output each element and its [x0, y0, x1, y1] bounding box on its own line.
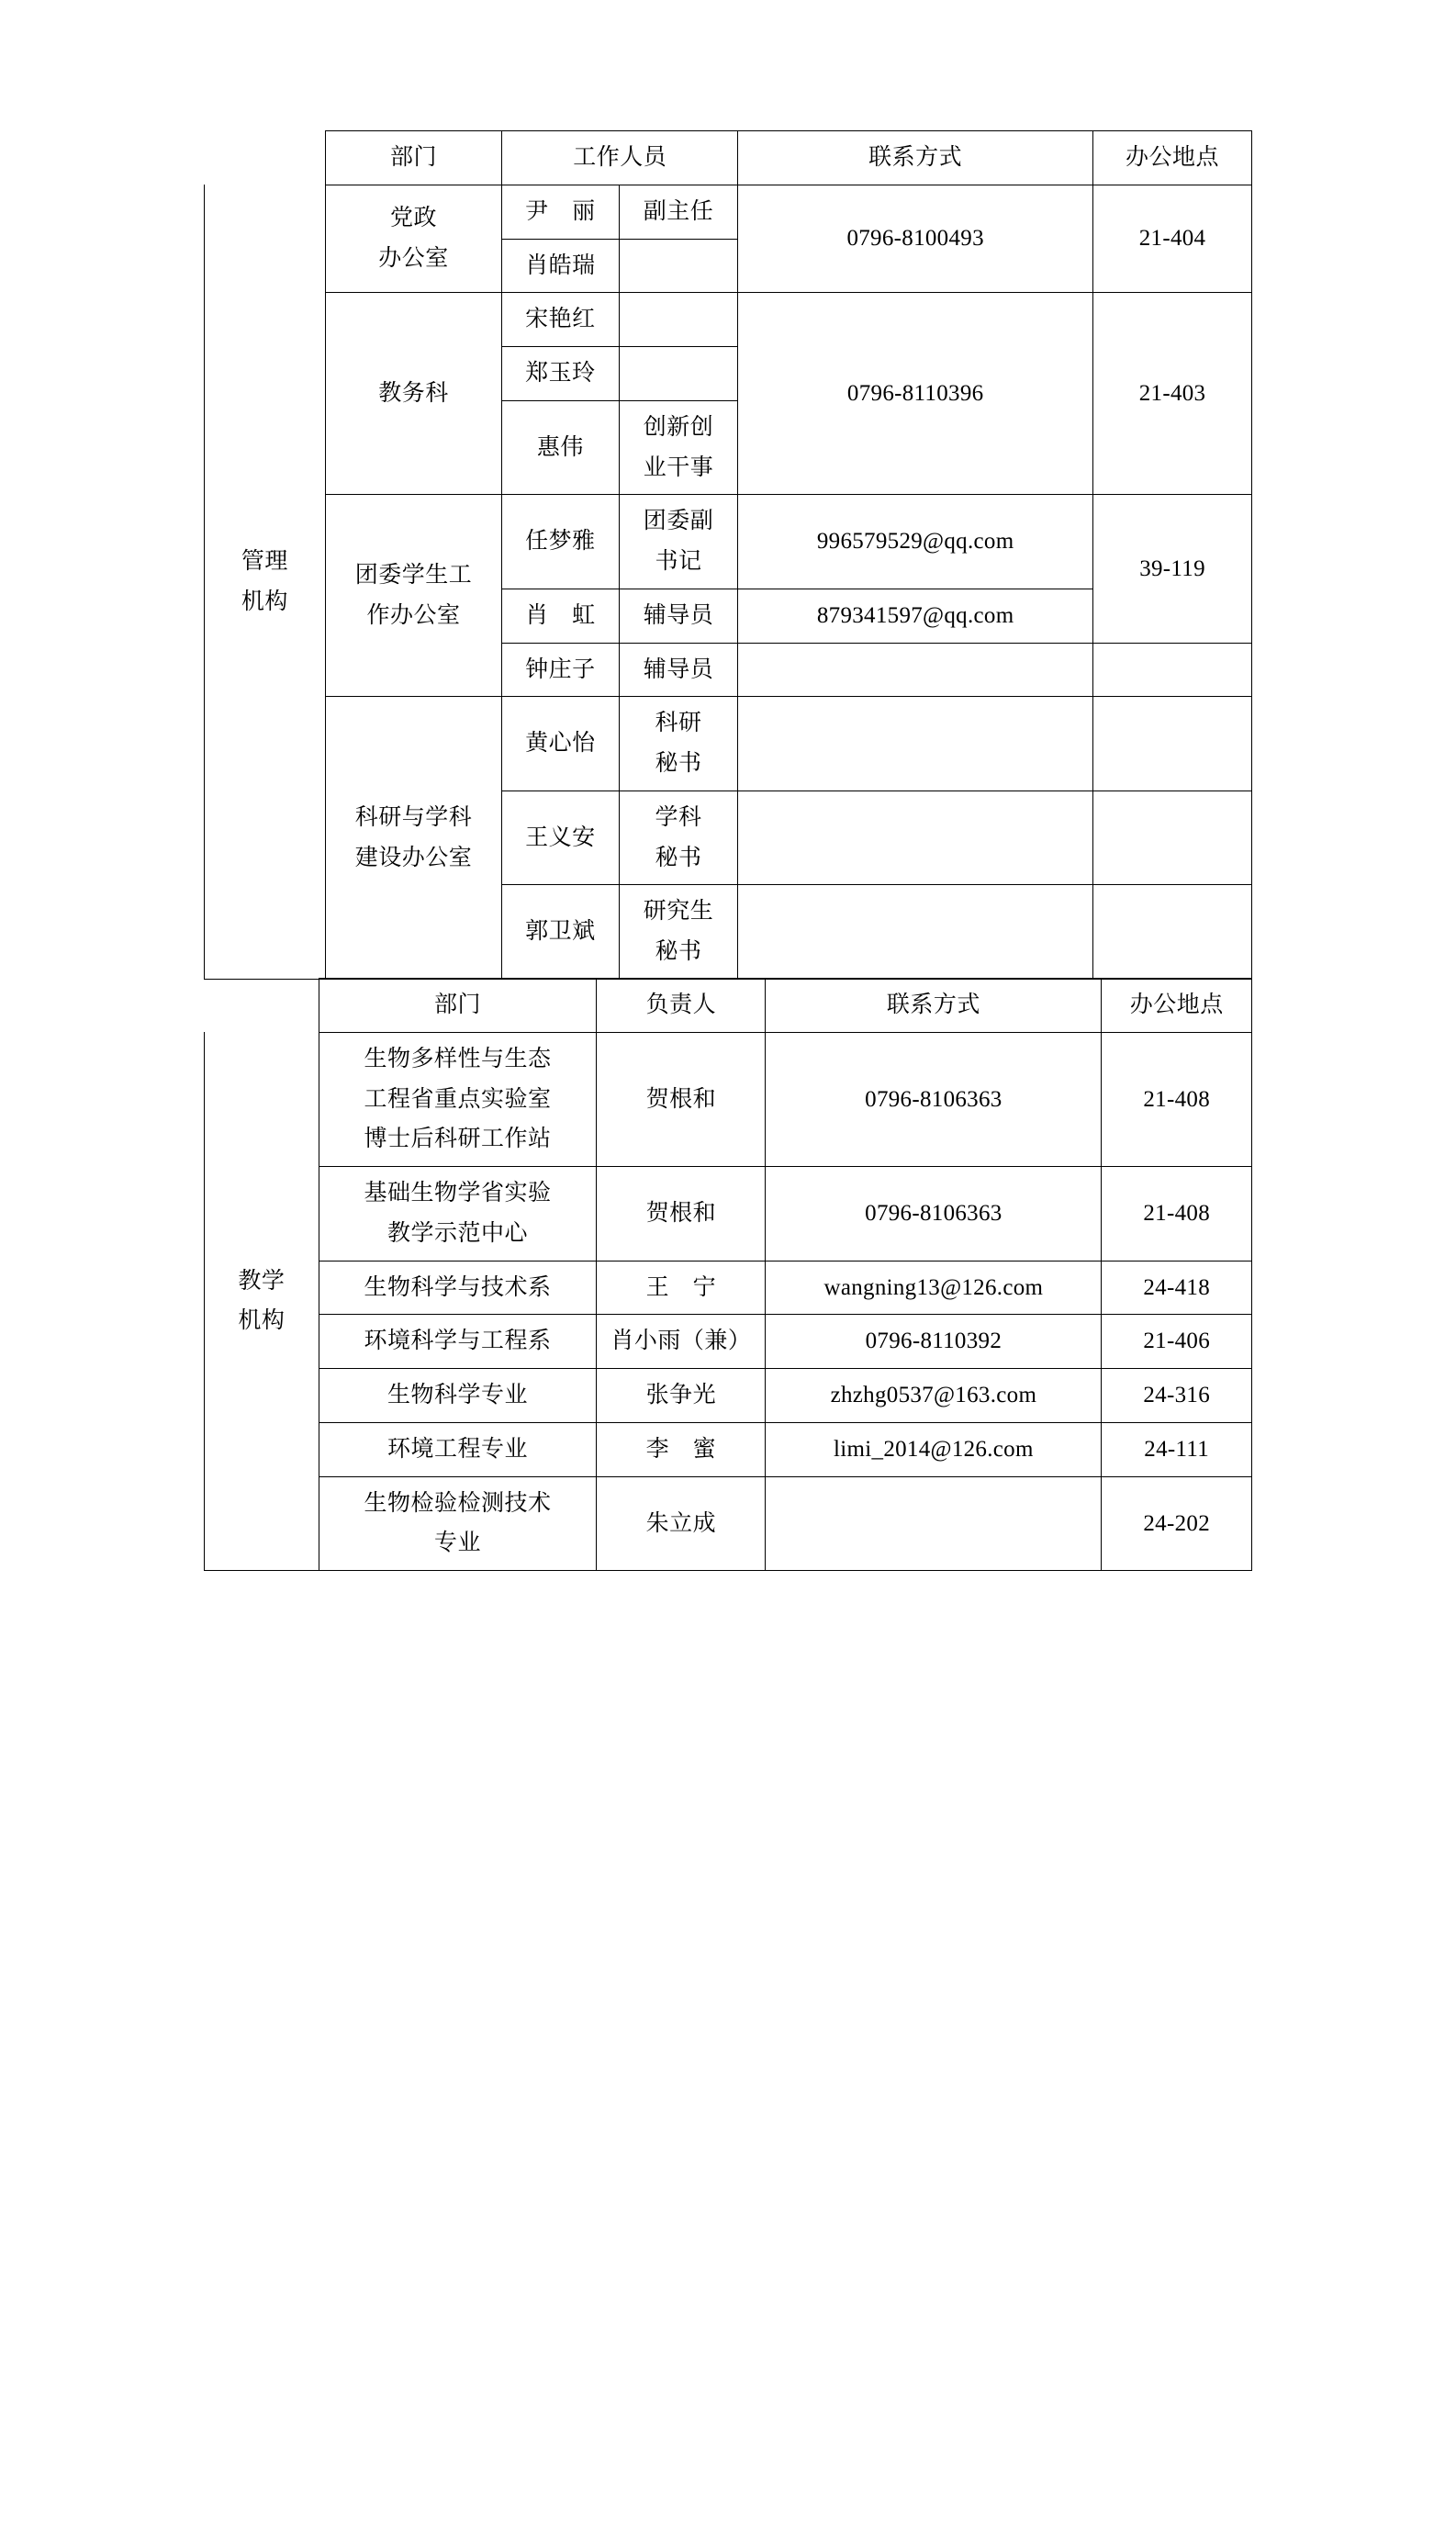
- staff-name: 肖 虹: [502, 589, 619, 643]
- staff-title: [619, 400, 738, 495]
- office-cell: 21-408: [1102, 1167, 1252, 1262]
- staff-title: [619, 293, 738, 347]
- contact-cell: [738, 885, 1093, 980]
- staff-name: 钟庄子: [502, 643, 619, 697]
- office-cell: 21-406: [1102, 1315, 1252, 1369]
- department-line1: 科研与学科: [354, 804, 473, 830]
- department-cell: 环境工程专业: [319, 1422, 597, 1476]
- row-label-teaching: [205, 1032, 319, 1570]
- office-cell: 24-111: [1102, 1422, 1252, 1476]
- table-row: [205, 1032, 1252, 1166]
- header-contact: 联系方式: [738, 131, 1093, 185]
- department-cell: [325, 185, 501, 293]
- table-row: [205, 185, 1252, 239]
- staff-name: 王义安: [502, 791, 619, 885]
- staff-name: 惠伟: [502, 400, 619, 495]
- contact-cell: zhzhg0537@163.com: [766, 1369, 1102, 1423]
- management-organization-table: [204, 130, 1252, 980]
- tables-container: [204, 130, 1252, 1571]
- staff-name: 尹 丽: [502, 185, 619, 239]
- leader-cell: 肖小雨（兼）: [597, 1315, 766, 1369]
- department-line2: 作办公室: [366, 602, 461, 628]
- table-header-row: [205, 979, 1252, 1033]
- department-line1: 生物检验检测技术: [364, 1490, 552, 1516]
- table-row: [205, 1369, 1252, 1423]
- row-label-line1: 管理: [241, 548, 288, 574]
- department-line1: 生物多样性与生态: [364, 1046, 552, 1071]
- staff-name: 黄心怡: [502, 697, 619, 791]
- staff-title: [619, 885, 738, 980]
- contact-cell: 0796-8106363: [766, 1032, 1102, 1166]
- teaching-organization-table: [204, 978, 1252, 1571]
- row-label-line2: 机构: [238, 1308, 286, 1334]
- table-row: [205, 1476, 1252, 1571]
- office-cell: [1093, 643, 1252, 697]
- staff-title-line1: 团委副: [643, 509, 714, 534]
- row-label-line2: 机构: [241, 589, 288, 614]
- staff-title-line2: 秘书: [655, 845, 702, 870]
- header-contact: 联系方式: [766, 979, 1102, 1033]
- contact-cell: [738, 643, 1093, 697]
- contact-cell: 0796-8100493: [738, 185, 1093, 293]
- staff-name: 肖皓瑞: [502, 239, 619, 293]
- staff-title: 辅导员: [619, 643, 738, 697]
- table-header-row: [205, 131, 1252, 185]
- department-line2: 教学示范中心: [387, 1220, 529, 1246]
- staff-title: [619, 791, 738, 885]
- leader-cell: 朱立成: [597, 1476, 766, 1571]
- staff-title-line1: 创新创: [643, 414, 714, 440]
- department-cell: [325, 495, 501, 697]
- table-row: [205, 1422, 1252, 1476]
- department-line1: 党政: [389, 206, 437, 231]
- office-cell: [1093, 791, 1252, 885]
- table-row: [205, 1261, 1252, 1315]
- staff-title: [619, 347, 738, 401]
- leader-cell: 张争光: [597, 1369, 766, 1423]
- office-cell: 24-202: [1102, 1476, 1252, 1571]
- staff-title-line1: 研究生: [643, 899, 714, 925]
- staff-title-line1: 学科: [655, 804, 702, 830]
- office-cell: 21-403: [1093, 293, 1252, 495]
- header-office: 办公地点: [1093, 131, 1252, 185]
- contact-cell: [738, 697, 1093, 791]
- staff-title-line2: 书记: [655, 549, 702, 574]
- department-line1: 团委学生工: [354, 563, 473, 588]
- staff-name: 宋艳红: [502, 293, 619, 347]
- department-line2: 专业: [434, 1531, 482, 1556]
- department-line2: 建设办公室: [354, 845, 473, 870]
- contact-cell: 0796-8110392: [766, 1315, 1102, 1369]
- corner-blank-cell: [205, 979, 319, 1033]
- table-row: [205, 495, 1252, 589]
- department-line2: 办公室: [378, 246, 449, 271]
- department-cell: [319, 1167, 597, 1262]
- staff-title: 副主任: [619, 185, 738, 239]
- contact-cell: wangning13@126.com: [766, 1261, 1102, 1315]
- contact-cell: 879341597@qq.com: [738, 589, 1093, 643]
- corner-blank-cell: [205, 131, 326, 185]
- contact-cell: 0796-8106363: [766, 1167, 1102, 1262]
- contact-cell: [766, 1476, 1102, 1571]
- leader-cell: 王 宁: [597, 1261, 766, 1315]
- office-cell: 21-408: [1102, 1032, 1252, 1166]
- office-cell: 24-418: [1102, 1261, 1252, 1315]
- staff-title-line2: 秘书: [655, 939, 702, 964]
- office-cell: [1093, 885, 1252, 980]
- department-cell: [319, 1032, 597, 1166]
- staff-title-line2: 秘书: [655, 751, 702, 776]
- department-cell: [319, 1476, 597, 1571]
- table-row: [205, 697, 1252, 791]
- staff-name: 郭卫斌: [502, 885, 619, 980]
- staff-title: [619, 495, 738, 589]
- staff-title: [619, 697, 738, 791]
- staff-name: 郑玉玲: [502, 347, 619, 401]
- header-department: 部门: [325, 131, 501, 185]
- office-cell: [1093, 697, 1252, 791]
- row-label-line1: 教学: [238, 1268, 286, 1294]
- leader-cell: 贺根和: [597, 1167, 766, 1262]
- staff-title: 辅导员: [619, 589, 738, 643]
- leader-cell: 贺根和: [597, 1032, 766, 1166]
- header-staff: 工作人员: [502, 131, 738, 185]
- table-row: [205, 1315, 1252, 1369]
- staff-name: 任梦雅: [502, 495, 619, 589]
- office-cell: 24-316: [1102, 1369, 1252, 1423]
- department-cell: [325, 697, 501, 980]
- staff-title-line1: 科研: [655, 711, 702, 736]
- table-row: [205, 1167, 1252, 1262]
- contact-cell: limi_2014@126.com: [766, 1422, 1102, 1476]
- department-cell: 环境科学与工程系: [319, 1315, 597, 1369]
- contact-cell: 0796-8110396: [738, 293, 1093, 495]
- department-cell: 生物科学专业: [319, 1369, 597, 1423]
- department-cell: 生物科学与技术系: [319, 1261, 597, 1315]
- staff-title-line2: 业干事: [643, 454, 714, 480]
- department-cell: 教务科: [325, 293, 501, 495]
- office-cell: 39-119: [1093, 495, 1252, 643]
- office-cell: 21-404: [1093, 185, 1252, 293]
- staff-title: [619, 239, 738, 293]
- department-line1: 基础生物学省实验: [364, 1181, 552, 1206]
- header-office: 办公地点: [1102, 979, 1252, 1033]
- table-row: [205, 293, 1252, 347]
- department-line3: 博士后科研工作站: [364, 1127, 552, 1152]
- contact-cell: 996579529@qq.com: [738, 495, 1093, 589]
- row-label-management: [205, 185, 326, 979]
- contact-cell: [738, 791, 1093, 885]
- department-line2: 工程省重点实验室: [364, 1086, 552, 1112]
- header-leader: 负责人: [597, 979, 766, 1033]
- header-department: 部门: [319, 979, 597, 1033]
- leader-cell: 李 蜜: [597, 1422, 766, 1476]
